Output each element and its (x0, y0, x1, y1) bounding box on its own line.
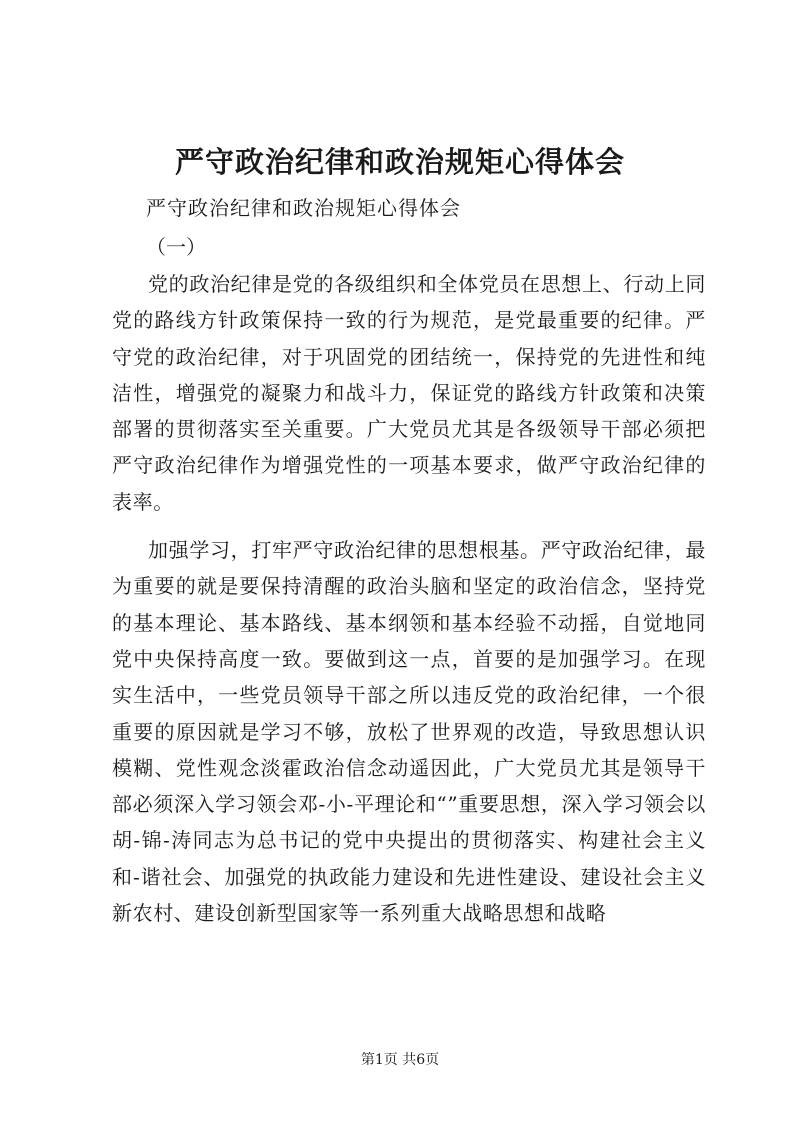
section-number: （一） (146, 235, 206, 259)
document-subtitle: 严守政治纪律和政治规矩心得体会 (146, 196, 461, 220)
document-body (112, 266, 706, 931)
document-title: 严守政治纪律和政治规矩心得体会 (174, 145, 625, 179)
paragraph-2: 加强学习，打牢严守政治纪律的思想根基。严守政治纪律，最为重要的就是要保持清醒的政治头脑和坚定的政治信念，坚持党的基本理论、基本路线、基本纲领和基本经验不动摇，自觉地同党中央保持高度一致。要做到这一点，首要的是加强学习。在现实生活中，一些党员领导干部之所以违反党的政治纪律，一个很重要的原因就是学习不够，放松了世界观的改造，导致思想认识模糊、党性观念淡霍政治信念动遥因此，广大党员尤其是领导干部必须深入学习领会邓-小-平理论和“”重要思想，深入学习领会以胡-锦-涛同志为总书记的党中央提出的贯彻落实、构建社会主义和-谐社会、加强党的执政能力建设和先进性建设、建设社会主义新农村、建设创新型国家等一系列重大战略思想和战略 (112, 538, 706, 926)
page-footer: 第1页 共6页 (360, 1052, 440, 1068)
paragraph-1: 党的政治纪律是党的各级组织和全体党员在思想上、行动上同党的路线方针政策保持一致的行为规范，是党最重要的纪律。严守党的政治纪律，对于巩固党的团结统一，保持党的先进性和纯洁性，增强党的凝聚力和战斗力，保证党的路线方针政策和决策部署的贯彻落实至关重要。广大党员尤其是各级领导干部必须把严守政治纪律作为增强党性的一项基本要求，做严守政治纪律的表率。 (112, 272, 706, 514)
